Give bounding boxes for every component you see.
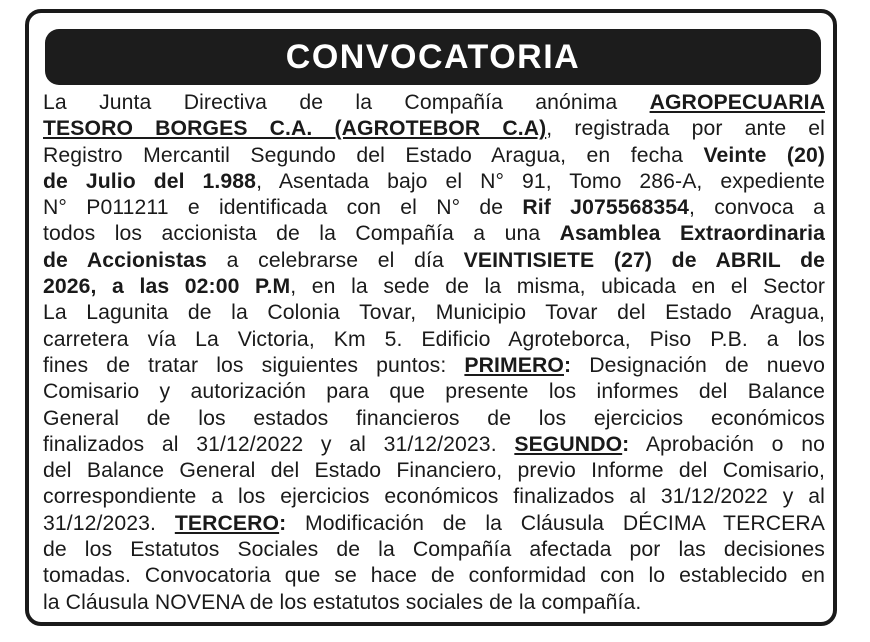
body-text-segment: de los Estatutos Sociales de la Compañía afectada por las decisiones — [43, 538, 825, 562]
body-line — [43, 300, 825, 326]
body-line — [43, 327, 825, 353]
body-text-segment: carretera vía La Victoria, Km 5. Edificio Agroteborca, Piso P.B. a los — [43, 327, 825, 351]
body-text-segment: correspondiente a los ejercicios económicos finalizados al 31/12/2022 y al — [43, 485, 825, 509]
emphasis-text: TERCERO — [174, 511, 280, 535]
body-line — [43, 90, 825, 116]
notice-title: CONVOCATORIA — [285, 37, 581, 76]
body-line — [43, 274, 825, 300]
emphasis-text: TESORO BORGES C.A. (AGROTEBOR C.A) — [43, 117, 547, 141]
emphasis-text: Veinte (20) — [703, 143, 825, 167]
body-text-segment: todos los accionista de la Compañía a una — [43, 222, 560, 246]
body-line — [43, 537, 825, 563]
body-text-segment: Aprobación o no — [629, 432, 825, 456]
body-line — [43, 432, 825, 458]
body-line — [43, 353, 825, 379]
emphasis-text: 2026, a las 02:00 P.M — [43, 275, 291, 299]
body-line — [43, 169, 825, 195]
body-text-segment: General de los estados financieros de los ejercicios económicos — [43, 406, 825, 430]
body-text-segment: Designación de nuevo — [571, 353, 825, 377]
body-text-segment: , registrada por ante el — [546, 117, 825, 141]
title-banner — [45, 29, 821, 85]
body-text-segment: 31/12/2023. — [43, 511, 175, 535]
body-line — [43, 458, 825, 484]
body-line — [43, 563, 825, 589]
emphasis-text: de Julio del 1.988 — [43, 169, 257, 193]
body-text-segment: finalizados al 31/12/2022 y al 31/12/2023. — [43, 432, 515, 456]
notice-body — [43, 90, 825, 616]
emphasis-text: de Accionistas — [43, 248, 207, 272]
body-text-segment: a celebrarse el día — [206, 248, 464, 272]
emphasis-text: Rif J075568354 — [522, 196, 690, 220]
body-text-segment: , en la sede de la misma, ubicada en el Sector — [290, 275, 825, 299]
body-line — [43, 484, 825, 510]
body-text-segment: Registro Mercantil Segundo del Estado Aragua, en fecha — [43, 143, 704, 167]
body-line — [43, 248, 825, 274]
body-text-segment: La Junta Directiva de la Compañía anónima — [43, 91, 650, 114]
body-text-segment: , convoca a — [689, 196, 825, 220]
emphasis-text: SEGUNDO — [514, 432, 623, 456]
emphasis-text: Asamblea Extraordinaria — [559, 222, 825, 246]
emphasis-text: : — [622, 432, 630, 456]
body-text-segment: del Balance General del Estado Financiero, previo Informe del Comisario, — [43, 459, 825, 483]
emphasis-text: PRIMERO — [464, 353, 564, 377]
body-text-segment: Modificación de la Cláusula DÉCIMA TERCERA — [286, 511, 825, 535]
body-line — [43, 511, 825, 537]
emphasis-text: : — [563, 353, 572, 377]
notice-frame — [25, 9, 837, 626]
emphasis-text: VEINTISIETE (27) de ABRIL de — [463, 248, 825, 272]
body-text-segment: tomadas. Convocatoria que se hace de conformidad con lo establecido en — [43, 564, 825, 588]
body-text-segment: N° P011211 e identificada con el N° de — [43, 196, 523, 220]
body-line — [43, 221, 825, 247]
body-line — [43, 379, 825, 405]
body-line — [43, 406, 825, 432]
emphasis-text: : — [279, 511, 287, 535]
body-text-segment: fines de tratar los siguientes puntos: — [43, 353, 465, 377]
emphasis-text: AGROPECUARIA — [649, 91, 825, 114]
body-line — [43, 590, 825, 616]
body-text-segment: la Cláusula NOVENA de los estatutos sociales de la compañía. — [43, 590, 642, 614]
body-line — [43, 143, 825, 169]
body-line — [43, 195, 825, 221]
body-text-segment: Comisario y autorización para que presente los informes del Balance — [43, 380, 825, 404]
body-text-segment: , Asentada bajo el N° 91, Tomo 286-A, expediente — [256, 169, 825, 193]
body-line — [43, 116, 825, 142]
body-text-segment: La Lagunita de la Colonia Tovar, Municipio Tovar del Estado Aragua, — [43, 301, 825, 325]
